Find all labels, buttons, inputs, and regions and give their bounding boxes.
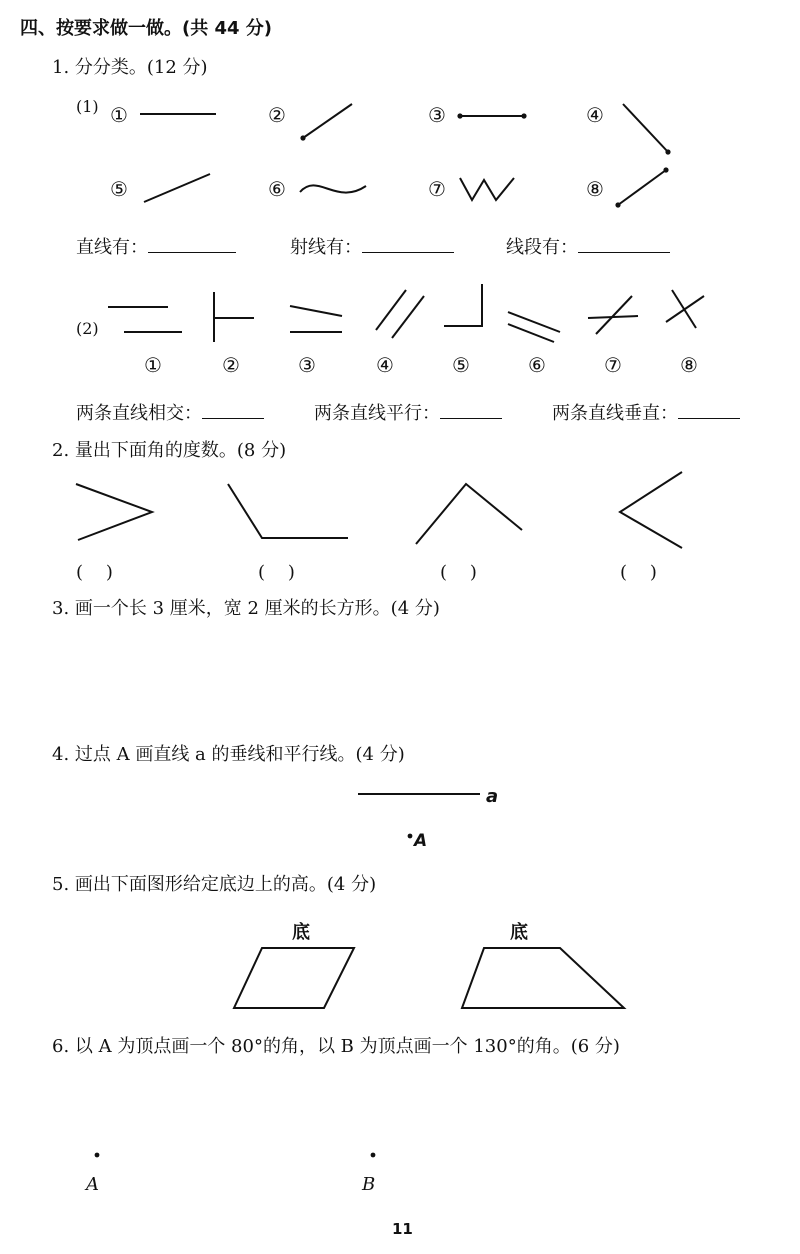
q1-p1-num-8: ⑧ [586, 177, 604, 201]
q1-p1-num-5: ⑤ [110, 177, 128, 201]
q1-part2-label: (2) [76, 319, 99, 338]
point-a-label: A [414, 831, 428, 851]
q1-fig-5-line [144, 174, 210, 202]
answer-label-ray: 射线有： [290, 237, 362, 258]
q1-fig-3-segment [457, 113, 526, 118]
question-2-title: 2. 量出下面角的度数。(8 分) [52, 440, 287, 461]
point-a-q6-label: A [86, 1174, 99, 1195]
q1-p2-fig-2-perpendicular [214, 292, 254, 342]
q1-p2-fig-8-intersect [666, 290, 704, 328]
q1-p1-num-1: ① [110, 103, 128, 127]
q1-p1-num-6: ⑥ [268, 177, 286, 201]
question-6-title: 6. 以 A 为顶点画一个 80°的角，以 B 为顶点画一个 130°的角。(6 分) [52, 1036, 620, 1057]
q1-p2-fig-7-intersect [588, 296, 638, 334]
point-b-q6 [371, 1153, 376, 1158]
q1-fig-6-curve [300, 185, 366, 192]
q1-p2-num-2: ② [222, 353, 240, 377]
point-a-q6 [95, 1153, 100, 1158]
q1-fig-4-ray [623, 104, 671, 155]
angle-3 [416, 484, 522, 544]
angle-3-answer[interactable]: ( ) [440, 562, 477, 583]
parallelogram [234, 948, 354, 1008]
q1-p2-fig-4-parallel [376, 290, 424, 338]
angle-2 [228, 484, 348, 538]
q1-p1-num-2: ② [268, 103, 286, 127]
page-number: 11 [392, 1220, 413, 1238]
q1-p2-num-5: ⑤ [452, 353, 470, 377]
trapezoid [462, 948, 624, 1008]
angle-4-answer[interactable]: ( ) [620, 562, 657, 583]
q1-p2-num-3: ③ [298, 353, 316, 377]
question-1-title: 1. 分分类。(12 分) [52, 57, 208, 78]
point-a [408, 834, 413, 839]
section-title: 四、按要求做一做。(共 44 分) [20, 18, 273, 39]
q1-p2-num-8: ⑧ [680, 353, 698, 377]
angle-1 [76, 484, 152, 540]
q1-p2-fig-1-parallel [108, 307, 182, 332]
parallelogram-base-label: 底 [292, 922, 310, 943]
answer-label-intersect: 两条直线相交： [76, 403, 202, 424]
angle-1-answer[interactable]: ( ) [76, 562, 113, 583]
q1-p1-num-7: ⑦ [428, 177, 446, 201]
q1-p2-fig-6-parallel [508, 312, 560, 342]
q1-p2-num-6: ⑥ [528, 353, 546, 377]
trapezoid-base-label: 底 [510, 922, 528, 943]
q1-p2-num-7: ⑦ [604, 353, 622, 377]
angle-2-answer[interactable]: ( ) [258, 562, 295, 583]
q1-p2-num-1: ① [144, 353, 162, 377]
q1-fig-7-zigzag [460, 178, 514, 200]
line-a-label: a [486, 786, 499, 807]
answer-label-straight: 直线有： [76, 237, 148, 258]
angle-4 [620, 472, 682, 548]
answer-label-perpendicular: 两条直线垂直： [552, 403, 678, 424]
q1-p2-fig-3-nearly-parallel [290, 306, 342, 332]
question-3-title: 3. 画一个长 3 厘米，宽 2 厘米的长方形。(4 分) [52, 598, 440, 619]
question-5-title: 5. 画出下面图形给定底边上的高。(4 分) [52, 874, 377, 895]
answer-label-parallel: 两条直线平行： [314, 403, 440, 424]
point-b-q6-label: B [362, 1174, 376, 1195]
q1-fig-2-ray [300, 104, 352, 141]
answer-label-segment: 线段有： [506, 237, 578, 258]
q1-part1-label: (1) [76, 97, 99, 116]
q1-fig-8-segment [615, 167, 668, 207]
q1-p2-num-4: ④ [376, 353, 394, 377]
q1-p1-num-3: ③ [428, 103, 446, 127]
q1-p2-fig-5-perpendicular [444, 284, 482, 326]
question-4-title: 4. 过点 A 画直线 a 的垂线和平行线。(4 分) [52, 744, 405, 765]
q1-p1-num-4: ④ [586, 103, 604, 127]
